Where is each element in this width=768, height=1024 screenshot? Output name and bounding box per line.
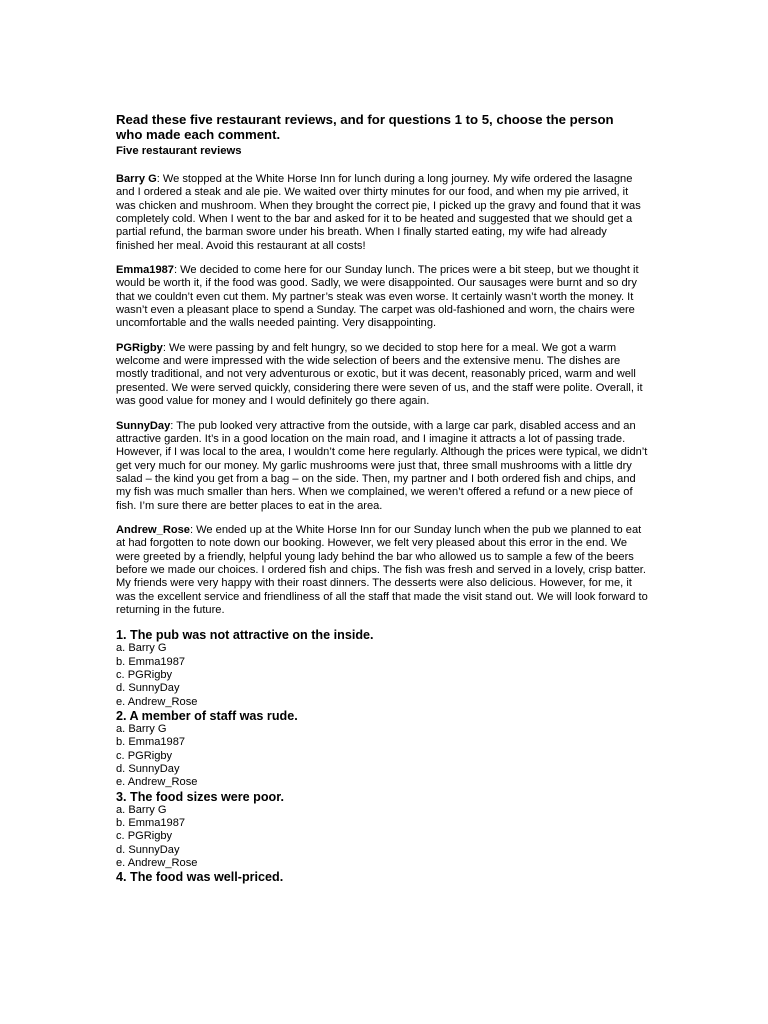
- answer-option[interactable]: b. Emma1987: [116, 655, 186, 668]
- answer-option[interactable]: d. SunnyDay: [116, 682, 180, 695]
- answer-option[interactable]: c. PGRigby: [116, 830, 173, 843]
- question-3: [116, 790, 656, 871]
- answer-option[interactable]: c. PGRigby: [116, 749, 173, 762]
- answer-option[interactable]: a. Barry G: [116, 723, 167, 736]
- instructions-heading-line-1: Read these five restaurant reviews, and for questions 1 to 5, choose the person: [116, 112, 614, 127]
- review-sunnyday: [116, 420, 652, 513]
- review-andrew-rose: [116, 524, 652, 617]
- review-text: : We ended up at the White Horse Inn for our Sunday lunch when the pub we planned to eat at had forgotten to note down our booking. However, we felt very pleased about this error in the end. We were greeted by a friendly, helpful young lady behind the bar who allowed us to sample a few of the beers before we made our choices. I ordered fish and chips. The fish was fresh and served in a lovely, crisp batter. My friends were very happy with their roast dinners. The desserts were also delicious. However, for me, it was the excellent service and friendliness of all the staff that made the visit stand out. We will look forward to returning in the future.: [116, 523, 648, 616]
- reviewer-name: Andrew_Rose: [116, 523, 190, 536]
- question-text: 1. The pub was not attractive on the inside.: [116, 628, 374, 643]
- review-text: : The pub looked very attractive from the outside, with a large car park, disabled access and an attractive garden. It’s in a good location on the main road, and I imagine it attracts a lot of passing trade. However, if I was local to the area, I wouldn’t come here regularly. Although the prices were typical, we didn’t get very much for our money. My garlic mushrooms were just that, three small mushrooms with a little dry salad – the kind you get from a bag – on the side. Then, my partner and I both ordered fish and chips, and my fish was much smaller than hers. When we complained, we weren’t offered a refund or a new piece of fish. I’m sure there are better places to eat in the area.: [116, 419, 648, 512]
- answer-options: [116, 723, 656, 790]
- answer-option[interactable]: b. Emma1987: [116, 817, 186, 830]
- review-emma1987: [116, 264, 644, 331]
- instructions-heading: [116, 113, 656, 142]
- instructions-heading-line-2: who made each comment.: [116, 126, 281, 142]
- answer-option[interactable]: e. Andrew_Rose: [116, 695, 198, 708]
- document-page: [116, 113, 656, 884]
- question-text: 3. The food sizes were poor.: [116, 789, 284, 804]
- reviews-subheading: Five restaurant reviews: [116, 145, 242, 157]
- question-text: 2. A member of staff was rude.: [116, 709, 298, 724]
- review-text: : We were passing by and felt hungry, so we decided to stop here for a meal. We got a warm welcome and were impressed with the wide selection of beers and the extensive menu. The dishes are mostly traditional, and not very adventurous or exotic, but it was decent, reasonably priced, warm and well presented. We were served quickly, considering there were seven of us, and the staff were polite. Overall, it was good value for money and I would definitely go there again.: [116, 341, 643, 408]
- answer-options: [116, 642, 656, 709]
- review-text: : We decided to come here for our Sunday lunch. The prices were a bit steep, but we thought it would be worth it, if the food was good. Sadly, we were disappointed. Our sausages were burnt and so dry that we couldn’t even cut them. My partner’s steak was even worse. It certainly wasn’t worth the money. It wasn’t even a pleasant place to spend a Sunday. The carpet was old-fashioned and worn, the chairs were uncomfortable and the walls needed painting. Very disappointing.: [116, 264, 639, 330]
- review-pgrigby: [116, 342, 650, 409]
- reviewer-name: Emma1987: [116, 264, 174, 277]
- answer-option[interactable]: d. SunnyDay: [116, 843, 180, 856]
- answer-option[interactable]: d. SunnyDay: [116, 763, 180, 776]
- review-barry-g: [116, 173, 648, 253]
- review-text: : We stopped at the White Horse Inn for lunch during a long journey. My wife ordered the lasagne and I ordered a steak and ale pie. We waited over thirty minutes for our food, and when my pie arrived, it was chicken and mushroom. When they brought the correct pie, I picked up the gravy and found that it was completely cold. When I went to the bar and asked for it to be heated and suggested that we should get a partial refund, the barman swore under his breath. When I finally started eating, my wife had already finished her meal. Avoid this restaurant at all costs!: [116, 173, 641, 252]
- answer-option[interactable]: a. Barry G: [116, 642, 167, 655]
- reviewer-name: SunnyDay: [116, 419, 171, 432]
- answer-option[interactable]: e. Andrew_Rose: [116, 776, 198, 789]
- question-1: [116, 628, 656, 709]
- answer-option[interactable]: c. PGRigby: [116, 669, 173, 681]
- answer-option[interactable]: a. Barry G: [116, 803, 167, 816]
- reviewer-name: Barry G: [116, 173, 157, 185]
- reviewer-name: PGRigby: [116, 341, 163, 354]
- question-4: [116, 870, 656, 884]
- answer-option[interactable]: b. Emma1987: [116, 736, 186, 749]
- answer-options: [116, 804, 656, 871]
- question-2: [116, 709, 656, 790]
- question-text: 4. The food was well-priced.: [116, 870, 284, 885]
- answer-option[interactable]: e. Andrew_Rose: [116, 857, 198, 870]
